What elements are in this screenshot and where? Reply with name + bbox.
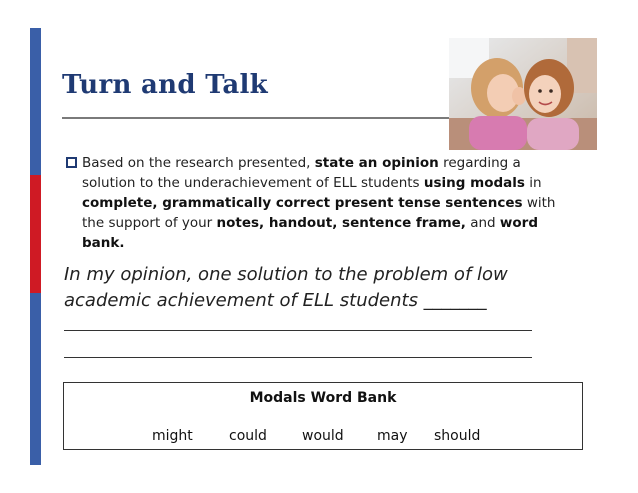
- word-bank-word: should: [434, 428, 481, 444]
- instructions-text: Based on the research presented, state an opinion regarding a solution to the underachievement of ELL students using modals in complete, grammatically correct present tense sentences with the support of your notes, handout, sentence frame, and word bank.: [82, 155, 556, 251]
- accent-bar-top: [30, 28, 41, 175]
- photo-girls-whispering: [449, 38, 597, 150]
- bullet-square-icon: [66, 157, 77, 168]
- photo-illustration: [449, 38, 597, 150]
- sentence-frame: [64, 262, 584, 314]
- word-bank-title: Modals Word Bank: [249, 390, 397, 406]
- word-bank-words: [64, 428, 582, 448]
- modals-word-bank: [63, 382, 583, 450]
- slide-title: Turn and Talk: [62, 70, 268, 100]
- word-bank-word: could: [229, 428, 267, 444]
- title-underline: [62, 117, 450, 119]
- answer-blank-line-2: [64, 357, 532, 358]
- word-bank-word: might: [152, 428, 193, 444]
- sentence-frame-line-2: academic achievement of ELL students _______: [64, 290, 487, 311]
- accent-bar-middle: [30, 175, 41, 293]
- answer-blank-line-1: [64, 330, 532, 331]
- word-bank-word: would: [302, 428, 344, 444]
- accent-bar-bottom: [30, 293, 41, 465]
- sentence-frame-line-1: In my opinion, one solution to the problem of low: [64, 264, 508, 285]
- word-bank-word: may: [377, 428, 408, 444]
